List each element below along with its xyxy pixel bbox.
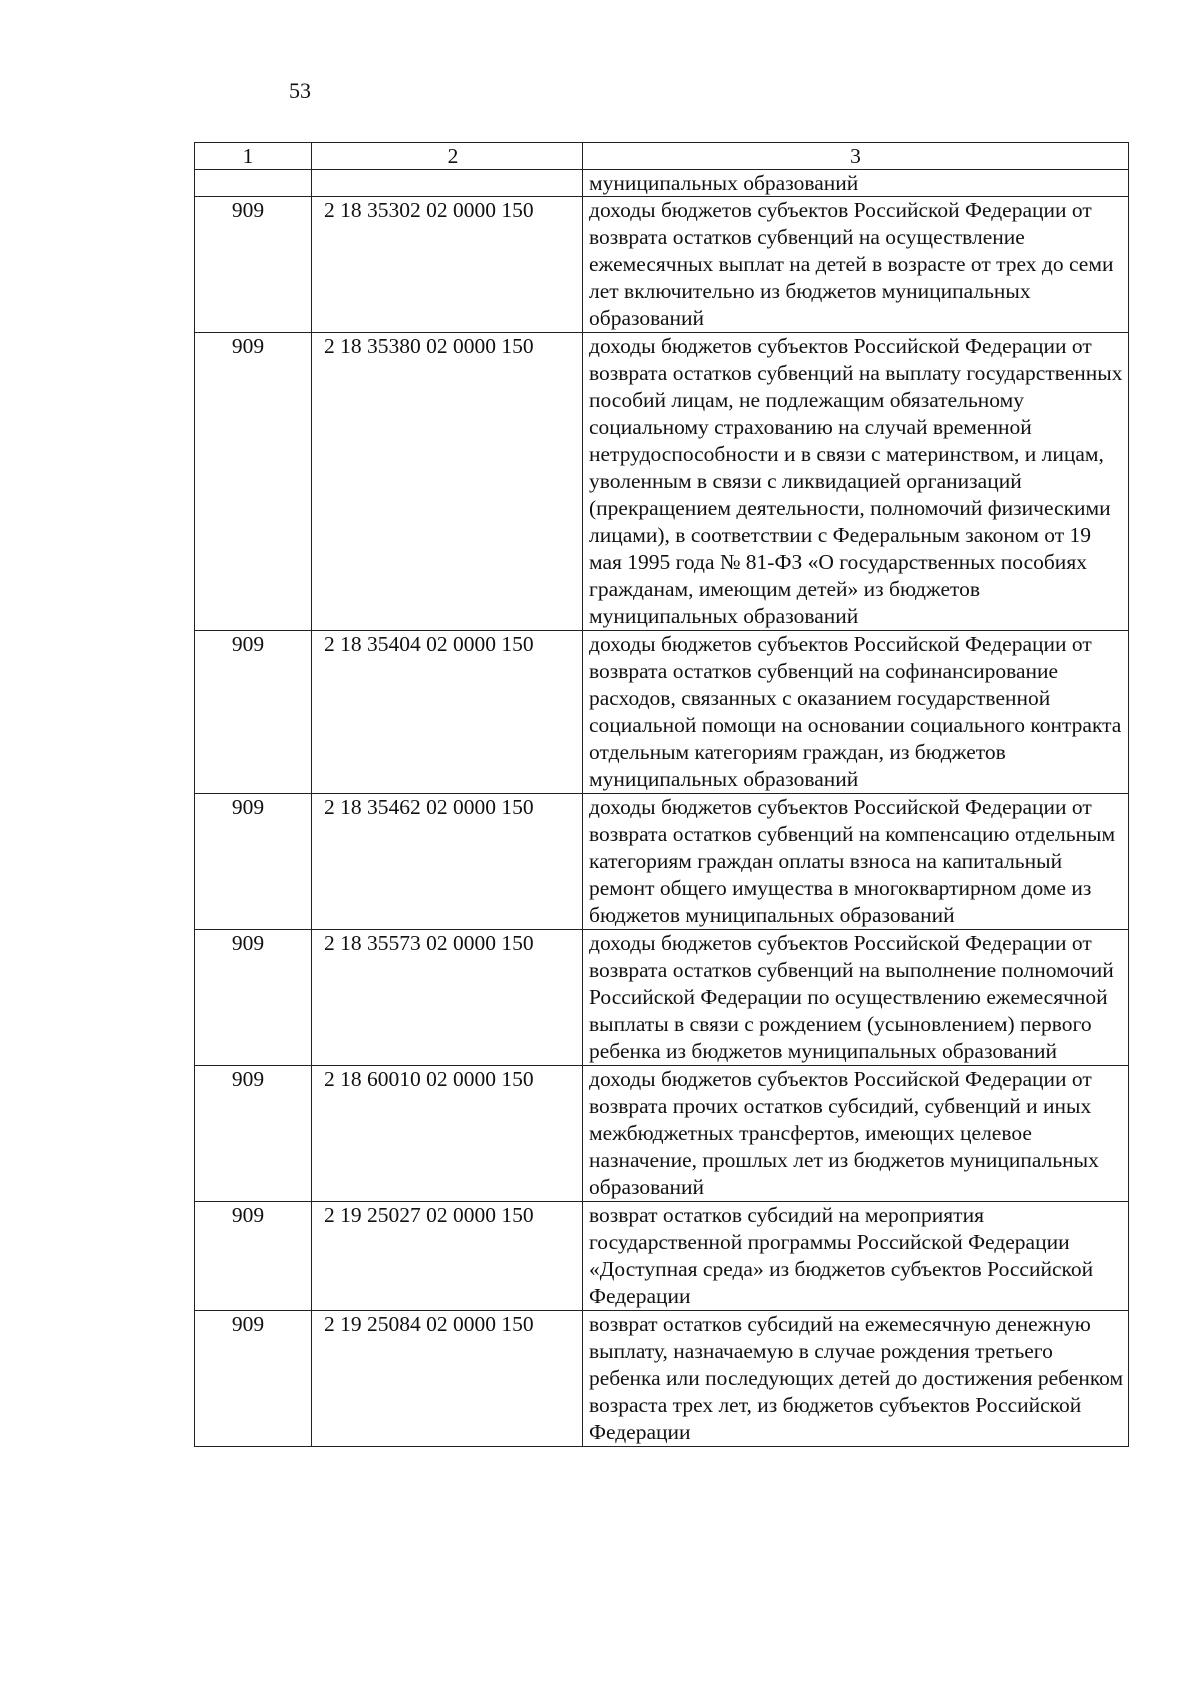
admin-code-cell: 909 — [195, 1311, 312, 1447]
continuation-row — [195, 170, 1129, 197]
table-header-row — [195, 143, 1129, 170]
budget-code-cell: 2 18 35404 02 0000 150 — [312, 631, 583, 794]
table-row — [195, 794, 1129, 930]
table-row — [195, 1311, 1129, 1447]
header-col-2: 2 — [312, 143, 583, 170]
budget-code-cell: 2 18 35462 02 0000 150 — [312, 794, 583, 930]
table-row — [195, 197, 1129, 333]
table-row — [195, 333, 1129, 631]
admin-code-cell: 909 — [195, 1066, 312, 1202]
budget-code-cell: 2 19 25027 02 0000 150 — [312, 1202, 583, 1311]
budget-code-cell: 2 18 60010 02 0000 150 — [312, 1066, 583, 1202]
header-col-1: 1 — [195, 143, 312, 170]
page-number-text: 53 — [289, 78, 311, 103]
continuation-admin-cell — [195, 170, 312, 197]
page-number — [0, 78, 1200, 104]
budget-code-cell: 2 18 35573 02 0000 150 — [312, 930, 583, 1066]
admin-code-cell: 909 — [195, 631, 312, 794]
admin-code-cell: 909 — [195, 930, 312, 1066]
income-name-cell: возврат остатков субсидий на мероприятия государственной программы Российской Федерации «Доступная среда» из бюджетов субъектов Российской Федерации — [583, 1202, 1129, 1311]
income-name-cell: возврат остатков субсидий на ежемесячную денежную выплату, назначаемую в случае рождения третьего ребенка или последующих детей до достижения ребенком возраста трех лет, из бюджетов субъектов Российской Федерации — [583, 1311, 1129, 1447]
table-row — [195, 1066, 1129, 1202]
budget-code-cell: 2 18 35380 02 0000 150 — [312, 333, 583, 631]
admin-code-cell: 909 — [195, 794, 312, 930]
table-row — [195, 930, 1129, 1066]
budget-codes-table — [194, 142, 1129, 1447]
budget-code-cell: 2 18 35302 02 0000 150 — [312, 197, 583, 333]
income-name-cell: доходы бюджетов субъектов Российской Федерации от возврата остатков субвенций на выплату государственных пособий лицам, не подлежащим обязательному социальному страхованию на случай временной нетрудоспособности и в связи с материнством, и лицам, уволенным в связи с ликвидацией организаций (прекращением деятельности, полномочий физическими лицами), в соответствии с Федеральным законом от 19 мая 1995 года № 81-ФЗ «О государственных пособиях гражданам, имеющим детей» из бюджетов муниципальных образований — [583, 333, 1129, 631]
table-row — [195, 631, 1129, 794]
header-col-3: 3 — [583, 143, 1129, 170]
admin-code-cell: 909 — [195, 197, 312, 333]
income-name-cell: доходы бюджетов субъектов Российской Федерации от возврата остатков субвенций на осуществление ежемесячных выплат на детей в возрасте от трех до семи лет включительно из бюджетов муниципальных образований — [583, 197, 1129, 333]
continuation-text: муниципальных образований — [583, 170, 1129, 197]
income-name-cell: доходы бюджетов субъектов Российской Федерации от возврата остатков субвенций на выполнение полномочий Российской Федерации по осуществлению ежемесячной выплаты в связи с рождением (усыновлением) первого ребенка из бюджетов муниципальных образований — [583, 930, 1129, 1066]
continuation-code-cell — [312, 170, 583, 197]
admin-code-cell: 909 — [195, 1202, 312, 1311]
income-name-cell: доходы бюджетов субъектов Российской Федерации от возврата прочих остатков субсидий, субвенций и иных межбюджетных трансфертов, имеющих целевое назначение, прошлых лет из бюджетов муниципальных образований — [583, 1066, 1129, 1202]
table-row — [195, 1202, 1129, 1311]
budget-code-cell: 2 19 25084 02 0000 150 — [312, 1311, 583, 1447]
admin-code-cell: 909 — [195, 333, 312, 631]
income-name-cell: доходы бюджетов субъектов Российской Федерации от возврата остатков субвенций на софинансирование расходов, связанных с оказанием государственной социальной помощи на основании социального контракта отдельным категориям граждан, из бюджетов муниципальных образований — [583, 631, 1129, 794]
income-name-cell: доходы бюджетов субъектов Российской Федерации от возврата остатков субвенций на компенсацию отдельным категориям граждан оплаты взноса на капитальный ремонт общего имущества в многоквартирном доме из бюджетов муниципальных образований — [583, 794, 1129, 930]
